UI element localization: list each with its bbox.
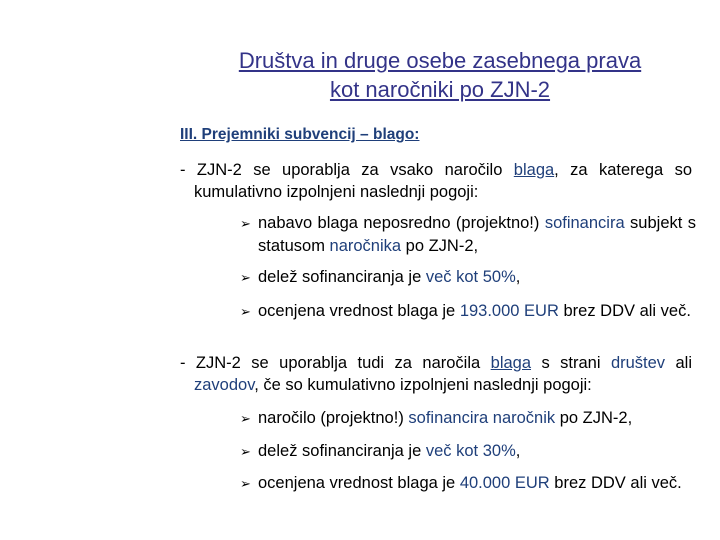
text: , če so kumulativno izpolnjeni naslednji pogoji:	[254, 376, 592, 394]
text: brez DDV ali več.	[558, 302, 691, 320]
text: ,	[515, 268, 521, 286]
text: ali	[665, 354, 693, 372]
arrow-bullet-icon: ➢	[240, 270, 251, 285]
link-blaga[interactable]: blaga	[513, 161, 555, 179]
text: delež sofinanciranja je	[258, 268, 426, 286]
text: ocenjena vrednost blaga je	[258, 474, 460, 492]
text: naročilo (projektno!)	[258, 409, 409, 427]
text: ocenjena vrednost blaga je	[258, 302, 460, 320]
highlight: sofinancira	[544, 214, 625, 232]
list-item	[240, 440, 696, 463]
title-line-2: kot naročniki po ZJN-2	[329, 77, 551, 102]
slide-title	[180, 46, 700, 104]
list-item	[240, 266, 696, 289]
link-blaga[interactable]: blaga	[490, 354, 532, 372]
highlight: več kot 50%	[425, 268, 516, 286]
arrow-bullet-icon: ➢	[240, 304, 251, 319]
arrow-bullet-icon: ➢	[240, 411, 251, 426]
highlight: 40.000 EUR	[459, 474, 550, 492]
text: brez DDV ali več.	[549, 474, 682, 492]
list-item	[240, 212, 696, 257]
highlight: 193.000 EUR	[459, 302, 559, 320]
list-item	[240, 300, 696, 323]
paragraph-1	[180, 159, 692, 203]
text: s strani	[531, 354, 611, 372]
paragraph-2	[180, 352, 692, 396]
text: subjekt s statusom	[258, 214, 697, 255]
text: , za katerega so kumulativno izpolnjeni naslednji pogoji:	[194, 161, 693, 201]
text: delež sofinanciranja je	[258, 442, 426, 460]
arrow-bullet-icon: ➢	[240, 216, 251, 231]
text: - ZJN-2 se uporablja tudi za naročila	[180, 354, 491, 372]
text: - ZJN-2 se uporablja za vsako naročilo	[180, 161, 514, 179]
title-line-1: Društva in druge osebe zasebnega prava	[238, 48, 642, 73]
text: ,	[515, 442, 521, 460]
list-item	[240, 472, 696, 495]
highlight: več kot 30%	[425, 442, 516, 460]
section-heading: III. Prejemniki subvencij – blago:	[180, 126, 420, 143]
highlight: sofinancira naročnik	[408, 409, 556, 427]
highlight: društev	[610, 354, 666, 372]
text: po ZJN-2,	[555, 409, 633, 427]
list-item	[240, 407, 696, 430]
text: nabavo blaga neposredno (projektno!)	[258, 214, 545, 232]
text: po ZJN-2,	[401, 237, 479, 255]
highlight: naročnika	[329, 237, 402, 255]
highlight: zavodov	[194, 376, 255, 394]
arrow-bullet-icon: ➢	[240, 476, 251, 491]
arrow-bullet-icon: ➢	[240, 444, 251, 459]
